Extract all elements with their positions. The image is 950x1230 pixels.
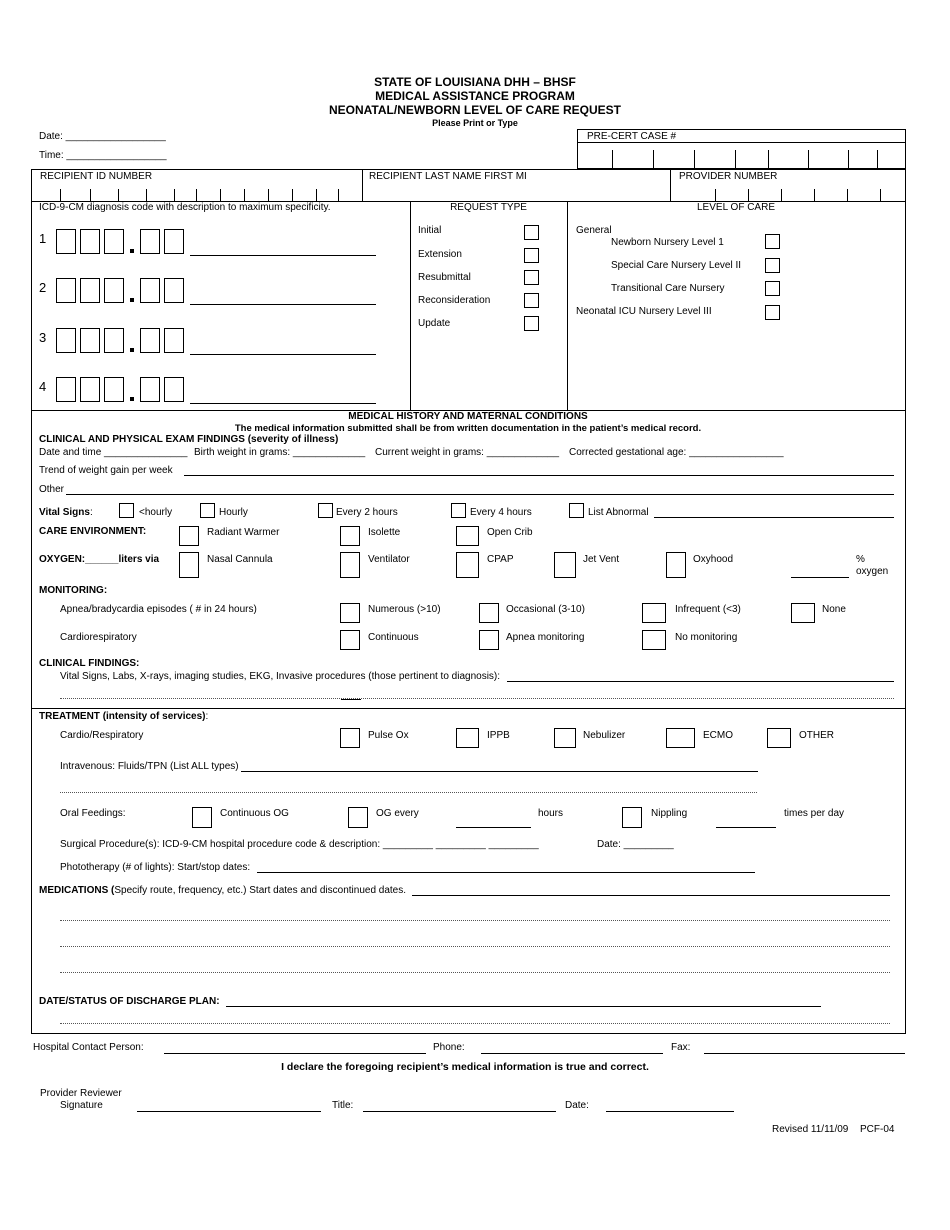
vital-abnormal-line[interactable] — [654, 517, 894, 518]
clinical-findings-text: Vital Signs, Labs, X-rays, imaging studies, EKG, Invasive procedures (those pertinent to diagnosis): — [60, 671, 501, 682]
vital-every-2-label: Every 2 hours — [336, 507, 398, 518]
icd-digit-box[interactable] — [80, 377, 100, 402]
birth-weight-field[interactable]: Birth weight in grams: _____________ — [194, 447, 366, 458]
icd-digit-box[interactable] — [164, 278, 184, 303]
medications-label: MEDICATIONS (Specify route, frequency, etc.) Start dates and discontinued dates. — [39, 885, 407, 896]
phototherapy-line[interactable] — [257, 872, 755, 873]
oxygen-oxyhood-checkbox[interactable] — [666, 552, 686, 578]
history-notice: The medical information submitted shall be from written documentation in the patient’s medical record. — [234, 423, 702, 434]
request-resubmittal-checkbox[interactable] — [524, 270, 539, 285]
cardio-apnea-monitoring-checkbox[interactable] — [479, 630, 499, 650]
vital-every-4-label: Every 4 hours — [470, 507, 532, 518]
icd-digit-box[interactable] — [104, 278, 124, 303]
request-type-heading: REQUEST TYPE — [450, 202, 527, 213]
request-resubmittal-label: Resubmittal — [418, 272, 471, 283]
surgical-procedure-field[interactable]: Surgical Procedure(s): ICD-9-CM hospital procedure code & description: _________ _________ _________ — [60, 839, 539, 850]
level-newborn-checkbox[interactable] — [765, 234, 780, 249]
trend-label: Trend of weight gain per week — [39, 465, 173, 476]
current-weight-field[interactable]: Current weight in grams: _____________ — [375, 447, 560, 458]
apnea-occasional-label: Occasional (3-10) — [506, 604, 585, 615]
level-newborn-label: Newborn Nursery Level 1 — [611, 237, 724, 248]
oral-continuous-og-label: Continuous OG — [220, 808, 289, 819]
icd-digit-box[interactable] — [104, 328, 124, 353]
clinical-findings-line-2[interactable] — [60, 698, 894, 699]
oxygen-label: OXYGEN:______liters via — [39, 554, 160, 565]
care-environment-label: CARE ENVIRONMENT: — [39, 526, 147, 537]
env-open-crib-label: Open Crib — [487, 527, 533, 538]
vital-hourly-checkbox[interactable] — [200, 503, 215, 518]
oral-times-line[interactable] — [716, 827, 776, 828]
oral-og-every-checkbox[interactable] — [348, 807, 368, 828]
discharge-plan-line-1[interactable] — [226, 1006, 821, 1007]
apnea-infrequent-label: Infrequent (<3) — [675, 604, 741, 615]
surgical-date-field[interactable]: Date: _________ — [597, 839, 674, 850]
vital-hourly-label: Hourly — [219, 507, 248, 518]
icd-digit-box[interactable] — [104, 377, 124, 402]
oral-continuous-og-checkbox[interactable] — [192, 807, 212, 828]
env-isolette-checkbox[interactable] — [340, 526, 360, 546]
oral-og-every-label: OG every — [376, 808, 419, 819]
level-special-care-checkbox[interactable] — [765, 258, 780, 273]
oral-hours-line[interactable] — [456, 827, 531, 828]
form-id: PCF-04 — [860, 1124, 895, 1135]
cardio-no-monitoring-checkbox[interactable] — [642, 630, 666, 650]
icd-digit-box[interactable] — [80, 328, 100, 353]
discharge-plan-line-2[interactable] — [60, 1023, 890, 1024]
reviewer-label-line2: Signature — [60, 1100, 103, 1111]
cardio-apnea-monitoring-label: Apnea monitoring — [506, 632, 585, 643]
iv-line-2[interactable] — [60, 792, 757, 793]
provider-number-label: PROVIDER NUMBER — [679, 171, 778, 182]
phone-line[interactable] — [481, 1053, 663, 1054]
icd-digit-box[interactable] — [140, 278, 160, 303]
icd-digit-box[interactable] — [164, 229, 184, 254]
recipient-id-label: RECIPIENT ID NUMBER — [40, 171, 153, 182]
oral-times-per-day-label: times per day — [784, 808, 845, 819]
cardio-continuous-label: Continuous — [368, 632, 419, 643]
apnea-occasional-checkbox[interactable] — [479, 603, 499, 623]
other-label: Other — [39, 484, 65, 495]
icd-digit-box[interactable] — [140, 229, 160, 254]
icd-digit-box[interactable] — [104, 229, 124, 254]
apnea-none-checkbox[interactable] — [791, 603, 815, 623]
treatment-nebulizer-label: Nebulizer — [583, 730, 626, 741]
medications-line-2[interactable] — [60, 920, 890, 921]
gestational-age-field[interactable]: Corrected gestational age: _________________ — [569, 447, 784, 458]
icd-row-number: 4 — [39, 379, 47, 394]
cardio-continuous-checkbox[interactable] — [340, 630, 360, 650]
trend-line[interactable] — [184, 475, 894, 476]
vital-lt-hourly-checkbox[interactable] — [119, 503, 134, 518]
treatment-ippb-checkbox[interactable] — [456, 728, 479, 748]
clinical-exam-heading: CLINICAL AND PHYSICAL EXAM FINDINGS (severity of illness) — [39, 434, 339, 445]
revised-date: Revised 11/11/09 — [772, 1124, 849, 1135]
cardiorespiratory-label: Cardiorespiratory — [60, 632, 137, 643]
print-type-note: Please Print or Type — [432, 118, 518, 128]
vital-lt-hourly-label: <hourly — [139, 507, 173, 518]
env-radiant-warmer-label: Radiant Warmer — [207, 527, 280, 538]
form-title-line3: NEONATAL/NEWBORN LEVEL OF CARE REQUEST — [328, 103, 621, 117]
apnea-none-label: None — [822, 604, 846, 615]
oxygen-ventilator-checkbox[interactable] — [340, 552, 360, 578]
discharge-plan-label: DATE/STATUS OF DISCHARGE PLAN: — [39, 996, 220, 1007]
fax-line[interactable] — [704, 1053, 905, 1054]
env-isolette-label: Isolette — [368, 527, 401, 538]
clinical-findings-label: CLINICAL FINDINGS: — [39, 658, 140, 669]
icd-digit-box[interactable] — [56, 377, 76, 402]
icd-label: ICD-9-CM diagnosis code with description to maximum specificity. — [39, 202, 331, 213]
date-field[interactable]: Date: __________________ — [39, 131, 166, 142]
other-line[interactable] — [66, 494, 894, 495]
cardio-no-monitoring-label: No monitoring — [675, 632, 738, 643]
icd-digit-box[interactable] — [80, 278, 100, 303]
oxygen-percent-line[interactable] — [791, 577, 849, 578]
icd-digit-box[interactable] — [164, 328, 184, 353]
icd-digit-box[interactable] — [140, 328, 160, 353]
icd-digit-box[interactable] — [140, 377, 160, 402]
oxygen-oxyhood-label: Oxyhood — [693, 554, 734, 565]
history-heading: MEDICAL HISTORY AND MATERNAL CONDITIONS — [348, 411, 588, 422]
request-extension-label: Extension — [418, 249, 462, 260]
icd-description-line[interactable] — [190, 255, 376, 256]
recipient-name-label: RECIPIENT LAST NAME FIRST MI — [369, 171, 527, 182]
medications-line-4[interactable] — [60, 972, 890, 973]
icd-description-line[interactable] — [190, 304, 376, 305]
request-extension-checkbox[interactable] — [524, 248, 539, 263]
monitoring-label: MONITORING: — [39, 585, 108, 596]
oxygen-nasal-cannula-checkbox[interactable] — [179, 552, 199, 578]
clinical-findings-line-1[interactable] — [507, 681, 894, 682]
oxygen-cpap-label: CPAP — [487, 554, 514, 565]
oral-feedings-label: Oral Feedings: — [60, 808, 126, 819]
iv-line-1[interactable] — [241, 771, 758, 772]
reviewer-date-label: Date: — [565, 1100, 589, 1111]
icd-digit-box[interactable] — [56, 278, 76, 303]
phone-label: Phone: — [433, 1042, 465, 1053]
apnea-infrequent-checkbox[interactable] — [642, 603, 666, 623]
level-of-care-heading: LEVEL OF CARE — [697, 202, 775, 213]
reviewer-title-label: Title: — [332, 1100, 354, 1111]
request-reconsideration-label: Reconsideration — [418, 295, 491, 306]
icd-row-number: 2 — [39, 280, 47, 295]
icd-digit-box[interactable] — [56, 328, 76, 353]
request-update-checkbox[interactable] — [524, 316, 539, 331]
icd-description-line[interactable] — [190, 354, 376, 355]
form-title-line2: MEDICAL ASSISTANCE PROGRAM — [375, 89, 575, 103]
oral-hours-label: hours — [538, 808, 564, 819]
phototherapy-label: Phototherapy (# of lights): Start/stop dates: — [60, 862, 251, 873]
declaration-text: I declare the foregoing recipient’s medical information is true and correct. — [281, 1061, 649, 1073]
apnea-label: Apnea/bradycardia episodes ( # in 24 hours) — [60, 604, 257, 615]
level-transitional-label: Transitional Care Nursery — [611, 283, 725, 294]
vital-list-abnormal-checkbox[interactable] — [569, 503, 584, 518]
medications-line-3[interactable] — [60, 946, 890, 947]
icd-digit-box[interactable] — [164, 377, 184, 402]
treatment-cardio-label: Cardio/Respiratory — [60, 730, 144, 741]
reviewer-title-line[interactable] — [363, 1111, 556, 1112]
oxygen-ventilator-label: Ventilator — [368, 554, 410, 565]
env-radiant-warmer-checkbox[interactable] — [179, 526, 199, 546]
date-time-field[interactable]: Date and time _______________ — [39, 447, 188, 458]
treatment-other-checkbox[interactable] — [767, 728, 791, 748]
iv-label: Intravenous: Fluids/TPN (List ALL types) — [60, 761, 239, 772]
fax-label: Fax: — [671, 1042, 691, 1053]
level-nicu-label: Neonatal ICU Nursery Level III — [576, 306, 712, 317]
oxygen-cpap-checkbox[interactable] — [456, 552, 479, 578]
level-transitional-checkbox[interactable] — [765, 281, 780, 296]
oxygen-percent-sign: % — [856, 554, 865, 565]
form-title-line1: STATE OF LOUISIANA DHH – BHSF — [374, 75, 576, 89]
icd-row-number: 1 — [39, 231, 47, 246]
icd-row-number: 3 — [39, 330, 47, 345]
hospital-contact-line[interactable] — [164, 1053, 426, 1054]
vital-every-2-checkbox[interactable] — [318, 503, 333, 518]
treatment-ippb-label: IPPB — [487, 730, 510, 741]
treatment-ecmo-checkbox[interactable] — [666, 728, 695, 748]
medications-line-1[interactable] — [412, 895, 890, 896]
request-initial-label: Initial — [418, 225, 442, 236]
treatment-pulse-ox-label: Pulse Ox — [368, 730, 409, 741]
request-update-label: Update — [418, 318, 451, 329]
apnea-numerous-label: Numerous (>10) — [368, 604, 441, 615]
time-field[interactable]: Time: __________________ — [39, 150, 167, 161]
oxygen-jet-vent-checkbox[interactable] — [554, 552, 576, 578]
level-general-label: General — [576, 225, 612, 236]
oxygen-jet-vent-label: Jet Vent — [583, 554, 620, 565]
reviewer-date-line[interactable] — [606, 1111, 734, 1112]
oral-nippling-checkbox[interactable] — [622, 807, 642, 828]
level-special-care-label: Special Care Nursery Level II — [611, 260, 742, 271]
env-open-crib-checkbox[interactable] — [456, 526, 479, 546]
treatment-other-label: OTHER — [799, 730, 834, 741]
vital-every-4-checkbox[interactable] — [451, 503, 466, 518]
request-initial-checkbox[interactable] — [524, 225, 539, 240]
icd-digit-box[interactable] — [56, 229, 76, 254]
treatment-nebulizer-checkbox[interactable] — [554, 728, 576, 748]
treatment-ecmo-label: ECMO — [703, 730, 733, 741]
hospital-contact-label: Hospital Contact Person: — [33, 1042, 144, 1053]
treatment-pulse-ox-checkbox[interactable] — [340, 728, 360, 748]
oral-nippling-label: Nippling — [651, 808, 688, 819]
icd-digit-box[interactable] — [80, 229, 100, 254]
vital-signs-label: Vital Signs: — [39, 507, 93, 518]
level-nicu-checkbox[interactable] — [765, 305, 780, 320]
precert-label: PRE-CERT CASE # — [587, 131, 677, 142]
vital-list-abnormal-label: List Abnormal — [588, 507, 649, 518]
treatment-label: TREATMENT (intensity of services): — [39, 711, 209, 722]
reviewer-label-line1: Provider Reviewer — [40, 1088, 122, 1099]
apnea-numerous-checkbox[interactable] — [340, 603, 360, 623]
reviewer-signature-line[interactable] — [137, 1111, 321, 1112]
request-reconsideration-checkbox[interactable] — [524, 293, 539, 308]
oxygen-percent-word: oxygen — [856, 566, 889, 577]
oxygen-nasal-cannula-label: Nasal Cannula — [207, 554, 273, 565]
icd-description-line[interactable] — [190, 403, 376, 404]
